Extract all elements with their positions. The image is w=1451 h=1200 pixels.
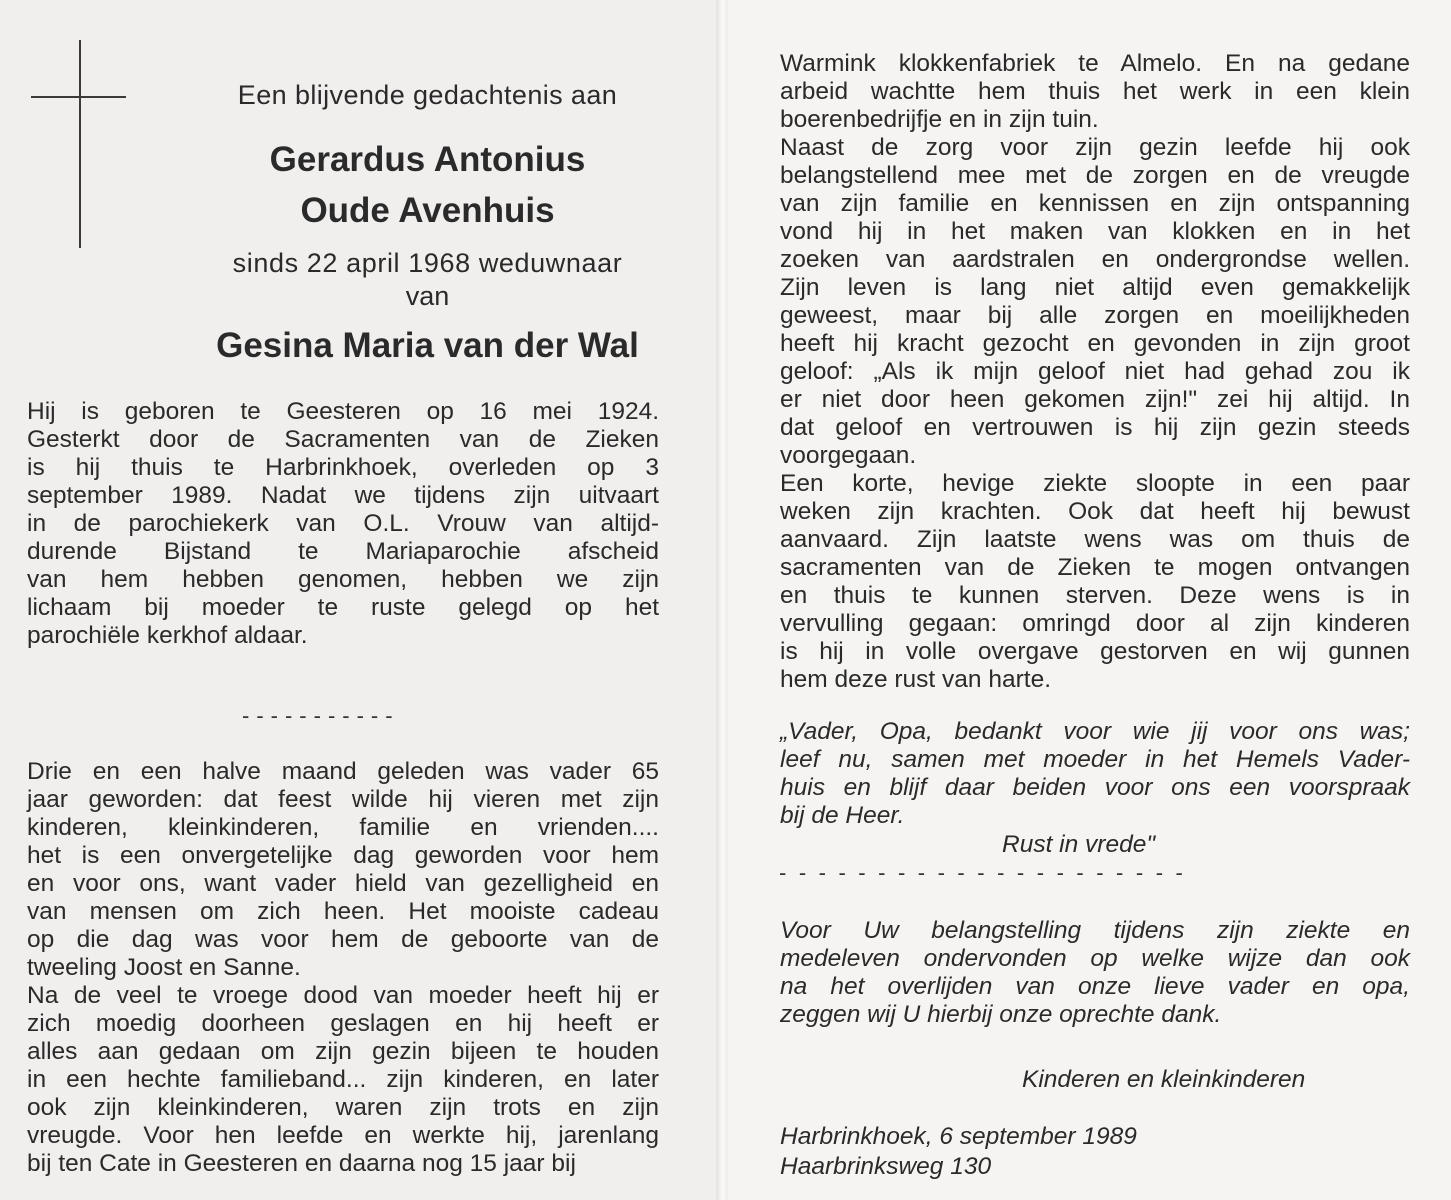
place-date: Harbrinkhoek, 6 september 1989 xyxy=(780,1123,1137,1150)
signature: Kinderen en kleinkinderen xyxy=(1022,1066,1306,1093)
text-line: zoeken van aardstralen en ondergrondse wellen. xyxy=(780,246,1410,273)
text-line: sacramenten van de Zieken te mogen ontvangen xyxy=(780,554,1410,581)
separator-right: --------------------- xyxy=(779,860,1196,885)
text-line: op die dag was voor hem de geboorte van de xyxy=(27,926,659,953)
text-line: heeft hij kracht gezocht en gevonden in zijn groot xyxy=(780,330,1410,357)
text-line: bij de Heer. xyxy=(780,802,905,829)
text-line: en thuis te kunnen sterven. Deze wens is in xyxy=(780,582,1410,609)
quote-paragraph xyxy=(780,718,1410,830)
text-line: dat geloof en vertrouwen is hij zijn gezin steeds xyxy=(780,414,1410,441)
text-line: vreugde. Voor hen leefde en werkte hij, jarenlang xyxy=(27,1122,659,1149)
place-address xyxy=(780,1122,1137,1182)
text-line: boerenbedrijfje en in zijn tuin. xyxy=(780,106,1099,133)
text-line: Na de veel te vroege dood van moeder heeft hij er xyxy=(27,982,659,1009)
text-line: arbeid wachtte hem thuis het werk in een klein xyxy=(780,78,1410,105)
text-line: alles aan gedaan om zijn gezin bijeen te houden xyxy=(27,1038,659,1065)
thanks-paragraph xyxy=(780,917,1410,1029)
van-line: van xyxy=(405,281,450,311)
text-line: is hij thuis te Harbrinkhoek, overleden op 3 xyxy=(27,454,659,481)
text-line: Hij is geboren te Geesteren op 16 mei 1924. xyxy=(27,398,659,425)
text-line: lichaam bij moeder te ruste gelegd op het xyxy=(27,594,659,621)
widower-line: sinds 22 april 1968 weduwnaar xyxy=(232,248,623,278)
text-line: er niet door heen gekomen zijn!" zei hij altijd. In xyxy=(780,386,1410,413)
text-line: van zijn familie en kennissen en zijn ontspanning xyxy=(780,190,1410,217)
text-line: Naast de zorg voor zijn gezin leefde hij ook xyxy=(780,134,1410,161)
text-line: geloof: „Als ik mijn geloof niet had gehad zou ik xyxy=(780,358,1410,385)
text-line: het is een onvergetelijke dag geworden voor hem xyxy=(27,842,659,869)
text-line: tweeling Joost en Sanne. xyxy=(27,954,301,981)
text-line: kinderen, kleinkinderen, familie en vrienden.... xyxy=(27,814,659,841)
text-line: zich moedig doorheen geslagen en hij heeft er xyxy=(27,1010,659,1037)
text-line: huis en blijf daar beiden voor ons een voorspraak xyxy=(780,774,1410,801)
spouse-name: Gesina Maria van der Wal xyxy=(216,326,639,365)
text-line: september 1989. Nadat we tijdens zijn uitvaart xyxy=(27,482,659,509)
text-line: aanvaard. Zijn laatste wens was om thuis de xyxy=(780,526,1410,553)
text-line: na het overlijden van onze lieve vader en opa, xyxy=(780,973,1410,1000)
text-line: van hem hebben genomen, hebben we zijn xyxy=(27,566,659,593)
text-line: hem deze rust van harte. xyxy=(780,666,1052,693)
intro-line: Een blijvende gedachtenis aan xyxy=(237,80,618,110)
text-line: Zijn leven is lang niet altijd even gemakkelijk xyxy=(780,274,1410,301)
text-line: Gesterkt door de Sacramenten van de Zieken xyxy=(27,426,659,453)
text-line: geweest, maar bij alle zorgen en moeilijkheden xyxy=(780,302,1410,329)
text-line: vervulling gegaan: omringd door al zijn kinderen xyxy=(780,610,1410,637)
text-line: Warmink klokkenfabriek te Almelo. En na gedane xyxy=(780,50,1410,77)
bio-paragraph xyxy=(27,398,659,650)
text-line: medeleven ondervonden op welke wijze dan ook xyxy=(780,945,1410,972)
text-line: is hij in volle overgave gestorven en wij gunnen xyxy=(780,638,1410,665)
separator-left: ----------- xyxy=(242,703,400,728)
text-line: leef nu, samen met moeder in het Hemels Vader- xyxy=(780,746,1410,773)
text-line: belangstellend mee met de zorgen en de vreugde xyxy=(780,162,1410,189)
text-line: van mensen om zich heen. Het mooiste cadeau xyxy=(27,898,659,925)
text-line: jaar geworden: dat feest wilde hij vieren met zijn xyxy=(27,786,659,813)
text-line: ook zijn kleinkinderen, waren zijn trots en zijn xyxy=(27,1094,659,1121)
address: Haarbrinksweg 130 xyxy=(780,1153,992,1180)
text-line: en voor ons, want vader hield van gezelligheid en xyxy=(27,870,659,897)
text-line: zeggen wij U hierbij onze oprechte dank. xyxy=(780,1001,1222,1028)
text-line: in de parochiekerk van O.L. Vrouw van altijd- xyxy=(27,510,659,537)
page-fold xyxy=(716,0,728,1200)
deceased-surname: Oude Avenhuis xyxy=(300,191,555,230)
story-paragraph-right xyxy=(780,50,1410,694)
deceased-first-names: Gerardus Antonius xyxy=(269,140,586,179)
text-line: vond hij in het maken van klokken en in het xyxy=(780,218,1410,245)
text-line: voorgegaan. xyxy=(780,442,917,469)
quote-closing: Rust in vrede" xyxy=(1002,831,1156,858)
text-line: in een hechte familieband... zijn kinderen, en later xyxy=(27,1066,659,1093)
text-line: durende Bijstand te Mariaparochie afscheid xyxy=(27,538,659,565)
text-line: Voor Uw belangstelling tijdens zijn ziekte en xyxy=(780,917,1410,944)
text-line: „Vader, Opa, bedankt voor wie jij voor ons was; xyxy=(780,718,1410,745)
story-paragraph-left xyxy=(27,758,659,1178)
text-line: weken zijn krachten. Ook dat heeft hij bewust xyxy=(780,498,1410,525)
text-line: Een korte, hevige ziekte sloopte in een paar xyxy=(780,470,1410,497)
text-line: Drie en een halve maand geleden was vader 65 xyxy=(27,758,659,785)
text-line: parochiële kerkhof aldaar. xyxy=(27,622,308,649)
text-line: bij ten Cate in Geesteren en daarna nog 15 jaar bij xyxy=(27,1150,576,1177)
